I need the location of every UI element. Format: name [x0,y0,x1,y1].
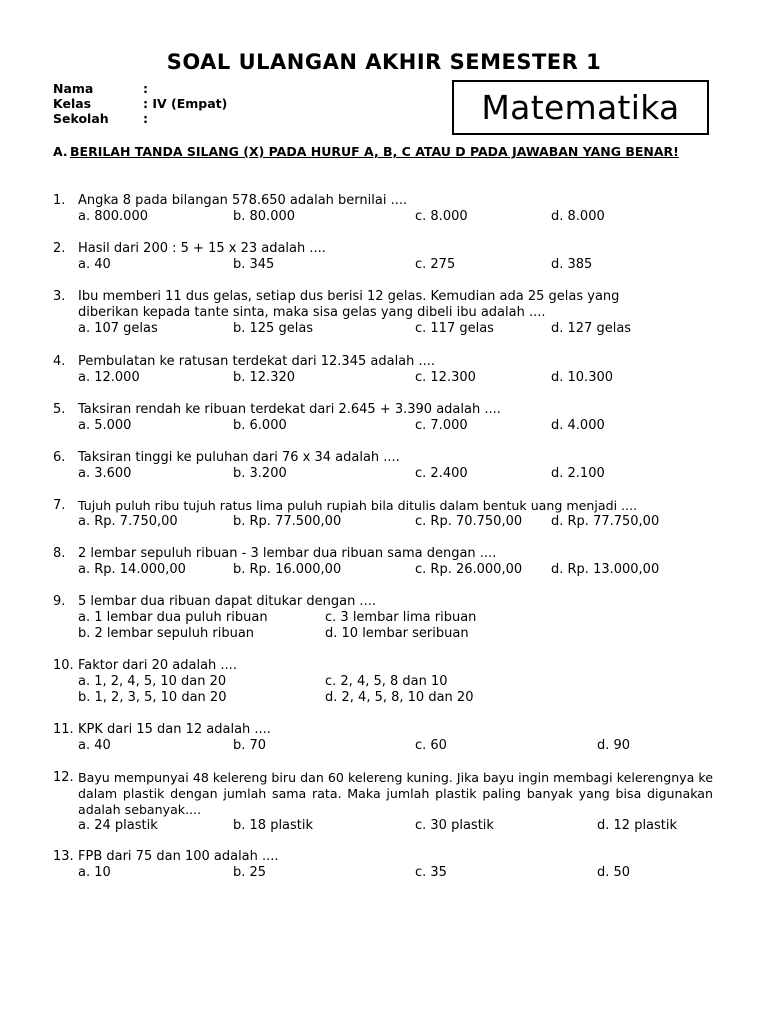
option-c[interactable]: c. 35 [415,865,447,880]
question-text: Tujuh puluh ribu tujuh ratus lima puluh rupiah bila ditulis dalam bentuk uang menjadi .... [78,498,638,513]
question-11 [53,722,713,754]
section-letter: A. [53,144,68,159]
option-d[interactable]: d. 8.000 [551,209,605,224]
option-b[interactable]: b. 70 [233,738,267,753]
option-a[interactable]: a. Rp. 14.000,00 [78,562,186,577]
answer-options [78,257,713,273]
option-b[interactable]: b. 25 [233,865,267,880]
answer-options [78,865,713,881]
option-d[interactable]: d. 12 plastik [597,818,678,833]
option-a[interactable]: a. 40 [78,257,111,272]
question-text: Angka 8 pada bilangan 578.650 adalah bernilai .... [78,193,408,208]
section-instruction [53,144,703,160]
question-text: Hasil dari 200 : 5 + 15 x 23 adalah .... [78,241,326,256]
option-b[interactable]: b. 125 gelas [233,321,314,336]
option-b[interactable]: b. 12.320 [233,370,296,385]
exam-title: SOAL ULANGAN AKHIR SEMESTER 1 [166,50,602,74]
subject-box: Matematika [452,80,709,135]
option-b[interactable]: b. Rp. 16.000,00 [233,562,342,577]
answer-options [78,738,713,754]
question-number: 7. [53,498,66,513]
option-d[interactable]: d. 127 gelas [551,321,632,336]
question-9 [53,594,713,642]
option-b[interactable]: b. Rp. 77.500,00 [233,514,342,529]
question-text: Ibu memberi 11 dus gelas, setiap dus berisi 12 gelas. Kemudian ada 25 gelas yang diberikan kepada tante sinta, maka sisa gelas yang dibeli ibu adalah .... [78,289,620,320]
answer-options [78,321,713,337]
field-label: Nama [53,81,94,96]
option-c[interactable]: c. 3 lembar lima ribuan [325,610,477,625]
question-3 [53,289,713,337]
field-label: Kelas [53,96,92,111]
field-nama [53,81,227,96]
option-c[interactable]: c. 275 [415,257,456,272]
option-c[interactable]: c. 8.000 [415,209,468,224]
question-text: Pembulatan ke ratusan terdekat dari 12.345 adalah .... [78,354,436,369]
option-a[interactable]: a. 24 plastik [78,818,158,833]
answer-options [78,674,713,706]
option-c[interactable]: c. 7.000 [415,418,468,433]
option-a[interactable]: a. 12.000 [78,370,140,385]
option-d[interactable]: d. 2, 4, 5, 8, 10 dan 20 [325,690,474,705]
field-value: : [143,81,148,96]
option-c[interactable]: c. 117 gelas [415,321,494,336]
question-number: 11. [53,722,74,737]
question-text: FPB dari 75 dan 100 adalah .... [78,849,279,864]
option-d[interactable]: d. 10 lembar seribuan [325,626,469,641]
option-d[interactable]: d. 2.100 [551,466,605,481]
student-identity [53,81,227,126]
question-7 [53,498,713,530]
option-b[interactable]: b. 18 plastik [233,818,314,833]
option-c[interactable]: c. 60 [415,738,447,753]
question-5 [53,402,713,434]
option-c[interactable]: c. Rp. 70.750,00 [415,514,523,529]
option-d[interactable]: d. 90 [597,738,631,753]
question-number: 6. [53,450,66,465]
option-d[interactable]: d. 385 [551,257,593,272]
question-8 [53,546,713,578]
option-b[interactable]: b. 1, 2, 3, 5, 10 dan 20 [78,690,227,705]
question-4 [53,354,713,386]
option-a[interactable]: a. 40 [78,738,111,753]
option-d[interactable]: d. Rp. 13.000,00 [551,562,660,577]
question-number: 2. [53,241,66,256]
option-a[interactable]: a. 1, 2, 4, 5, 10 dan 20 [78,674,227,689]
option-b[interactable]: b. 80.000 [233,209,296,224]
question-12 [53,770,713,834]
question-number: 5. [53,402,66,417]
question-number: 8. [53,546,66,561]
option-c[interactable]: c. 30 plastik [415,818,494,833]
option-d[interactable]: d. Rp. 77.750,00 [551,514,660,529]
answer-options [78,818,713,834]
option-a[interactable]: a. 3.600 [78,466,132,481]
option-c[interactable]: c. 2.400 [415,466,468,481]
option-c[interactable]: c. 12.300 [415,370,476,385]
field-kelas [53,96,227,111]
field-value: : [143,111,148,126]
question-1 [53,193,713,225]
question-number: 3. [53,289,66,304]
answer-options [78,466,713,482]
answer-options [78,610,713,642]
field-label: Sekolah [53,111,109,126]
option-a[interactable]: a. 107 gelas [78,321,158,336]
question-text: 2 lembar sepuluh ribuan - 3 lembar dua ribuan sama dengan .... [78,546,497,561]
field-value: : IV (Empat) [143,96,228,111]
question-text: Bayu mempunyai 48 kelereng biru dan 60 kelereng kuning. Jika bayu ingin membagi kelerengnya ke dalam plastik dengan jumlah sama rata. Maka jumlah plastik paling banyak yang bisa digunakan adalah sebanyak.... [78,770,713,817]
question-text: Faktor dari 20 adalah .... [78,658,237,673]
option-a[interactable]: a. 1 lembar dua puluh ribuan [78,610,268,625]
answer-options [78,418,713,434]
option-a[interactable]: a. 10 [78,865,111,880]
answer-options [78,370,713,386]
option-a[interactable]: a. Rp. 7.750,00 [78,514,178,529]
question-text: Taksiran rendah ke ribuan terdekat dari 2.645 + 3.390 adalah .... [78,402,501,417]
instruction-text: BERILAH TANDA SILANG (X) PADA HURUF A, B, C ATAU D PADA JAWABAN YANG BENAR! [70,144,679,159]
option-c[interactable]: c. 2, 4, 5, 8 dan 10 [325,674,448,689]
question-10 [53,658,713,706]
question-number: 4. [53,354,66,369]
answer-options [78,514,713,530]
option-b[interactable]: b. 3.200 [233,466,287,481]
option-d[interactable]: d. 4.000 [551,418,605,433]
question-2 [53,241,713,273]
question-number: 1. [53,193,66,208]
question-text: Taksiran tinggi ke puluhan dari 76 x 34 adalah .... [78,450,400,465]
question-number: 10. [53,658,74,673]
question-number: 12. [53,770,74,785]
question-text: KPK dari 15 dan 12 adalah .... [78,722,271,737]
option-a[interactable]: a. 5.000 [78,418,132,433]
question-13 [53,849,713,881]
option-c[interactable]: c. Rp. 26.000,00 [415,562,523,577]
option-d[interactable]: d. 10.300 [551,370,614,385]
option-a[interactable]: a. 800.000 [78,209,148,224]
question-number: 9. [53,594,66,609]
option-d[interactable]: d. 50 [597,865,631,880]
question-text: 5 lembar dua ribuan dapat ditukar dengan .... [78,594,376,609]
answer-options [78,209,713,225]
option-b[interactable]: b. 2 lembar sepuluh ribuan [78,626,255,641]
question-6 [53,450,713,482]
option-b[interactable]: b. 345 [233,257,275,272]
answer-options [78,562,713,578]
option-b[interactable]: b. 6.000 [233,418,287,433]
field-sekolah [53,111,227,126]
question-number: 13. [53,849,74,864]
